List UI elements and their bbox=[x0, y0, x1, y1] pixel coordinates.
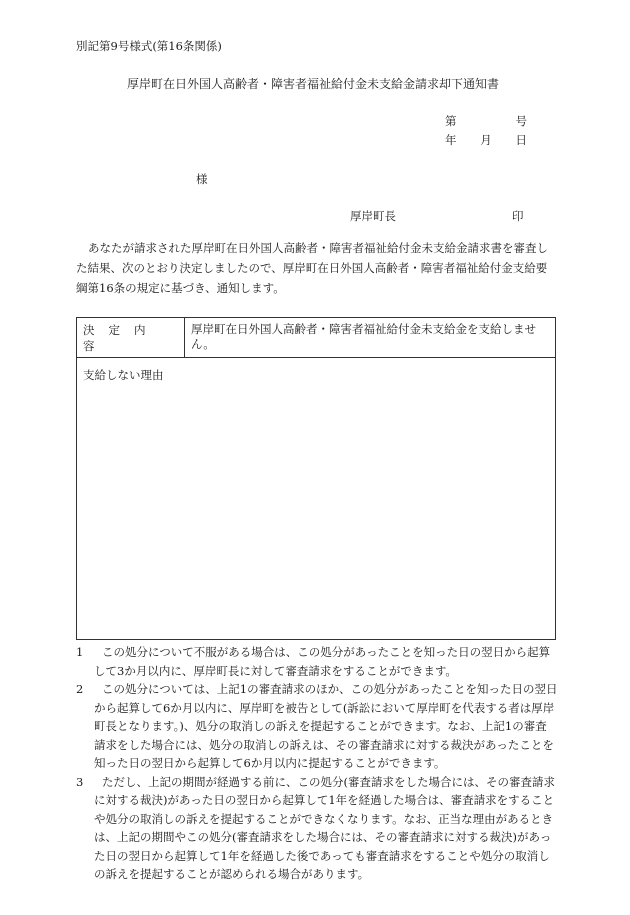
note-item bbox=[76, 680, 558, 773]
date-year: 年 bbox=[445, 133, 457, 147]
note-text: ただし、上記の期間が経過する前に、この処分(審査請求をした場合には、その審査請求に対する裁決)があった日の翌日から起算して1年を経過した場合は、審査請求をすることや処分の取消しの訴えを提起することができなくなります。なお、正当な理由があるときは、上記の期間やこの処分(審査請求をした場合には、その審査請求に対する裁決)があった日の翌日から起算して1年を経過した後であっても審査請求をすることや処分の取消しの訴えを提起することが認められる場合があります。 bbox=[94, 774, 555, 881]
reason-label: 支給しない理由 bbox=[83, 368, 164, 382]
decision-table bbox=[76, 317, 556, 640]
date-month: 月 bbox=[480, 133, 492, 147]
notes-list bbox=[76, 643, 558, 884]
form-number: 別記第9号様式(第16条関係) bbox=[76, 39, 222, 53]
note-item bbox=[76, 773, 558, 884]
addressee-honorific: 様 bbox=[196, 172, 208, 186]
intro-paragraph: あなたが請求された厚岸町在日外国人高齢者・障害者福祉給付金未支給金請求書を審査した結果、次のとおり決定しましたので、厚岸町在日外国人高齢者・障害者福祉給付金支給要綱第16条の規定に基づき、通知します。 bbox=[76, 241, 548, 295]
date-day: 日 bbox=[515, 133, 527, 147]
decision-content: 厚岸町在日外国人高齢者・障害者福祉給付金未支給金を支給しません。 bbox=[191, 322, 536, 351]
sender-title: 厚岸町長 bbox=[350, 209, 396, 223]
note-item bbox=[76, 643, 558, 680]
document-number-line bbox=[445, 113, 527, 129]
note-text: この処分については、上記1の審査請求のほか、この処分があったことを知った日の翌日から起算して6か月以内に、厚岸町を被告として(訴訟において厚岸町を代表する者は厚岸町長となります。)、処分の取消しの訴えを提起することができます。なお、上記1の審査請求をした場合には、処分の取消しの訴えは、その審査請求に対する裁決があったことを知った日の翌日から起算して6か月以内に提起することができます。 bbox=[94, 682, 558, 770]
number-suffix: 号 bbox=[515, 114, 527, 128]
date-line bbox=[445, 132, 527, 148]
number-prefix: 第 bbox=[445, 114, 457, 128]
note-number: 3 bbox=[76, 774, 84, 789]
note-number: 2 bbox=[76, 682, 84, 696]
decision-label: 決定内容 bbox=[77, 318, 185, 357]
seal-mark: 印 bbox=[512, 209, 524, 223]
document-title: 厚岸町在日外国人高齢者・障害者福祉給付金未支給金請求却下通知書 bbox=[127, 77, 500, 91]
note-text: この処分について不服がある場合は、この処分があったことを知った日の翌日から起算して3か月以内に、厚岸町長に対して審査請求をすることができます。 bbox=[94, 645, 551, 678]
note-number: 1 bbox=[76, 645, 84, 659]
decision-row bbox=[77, 318, 555, 358]
